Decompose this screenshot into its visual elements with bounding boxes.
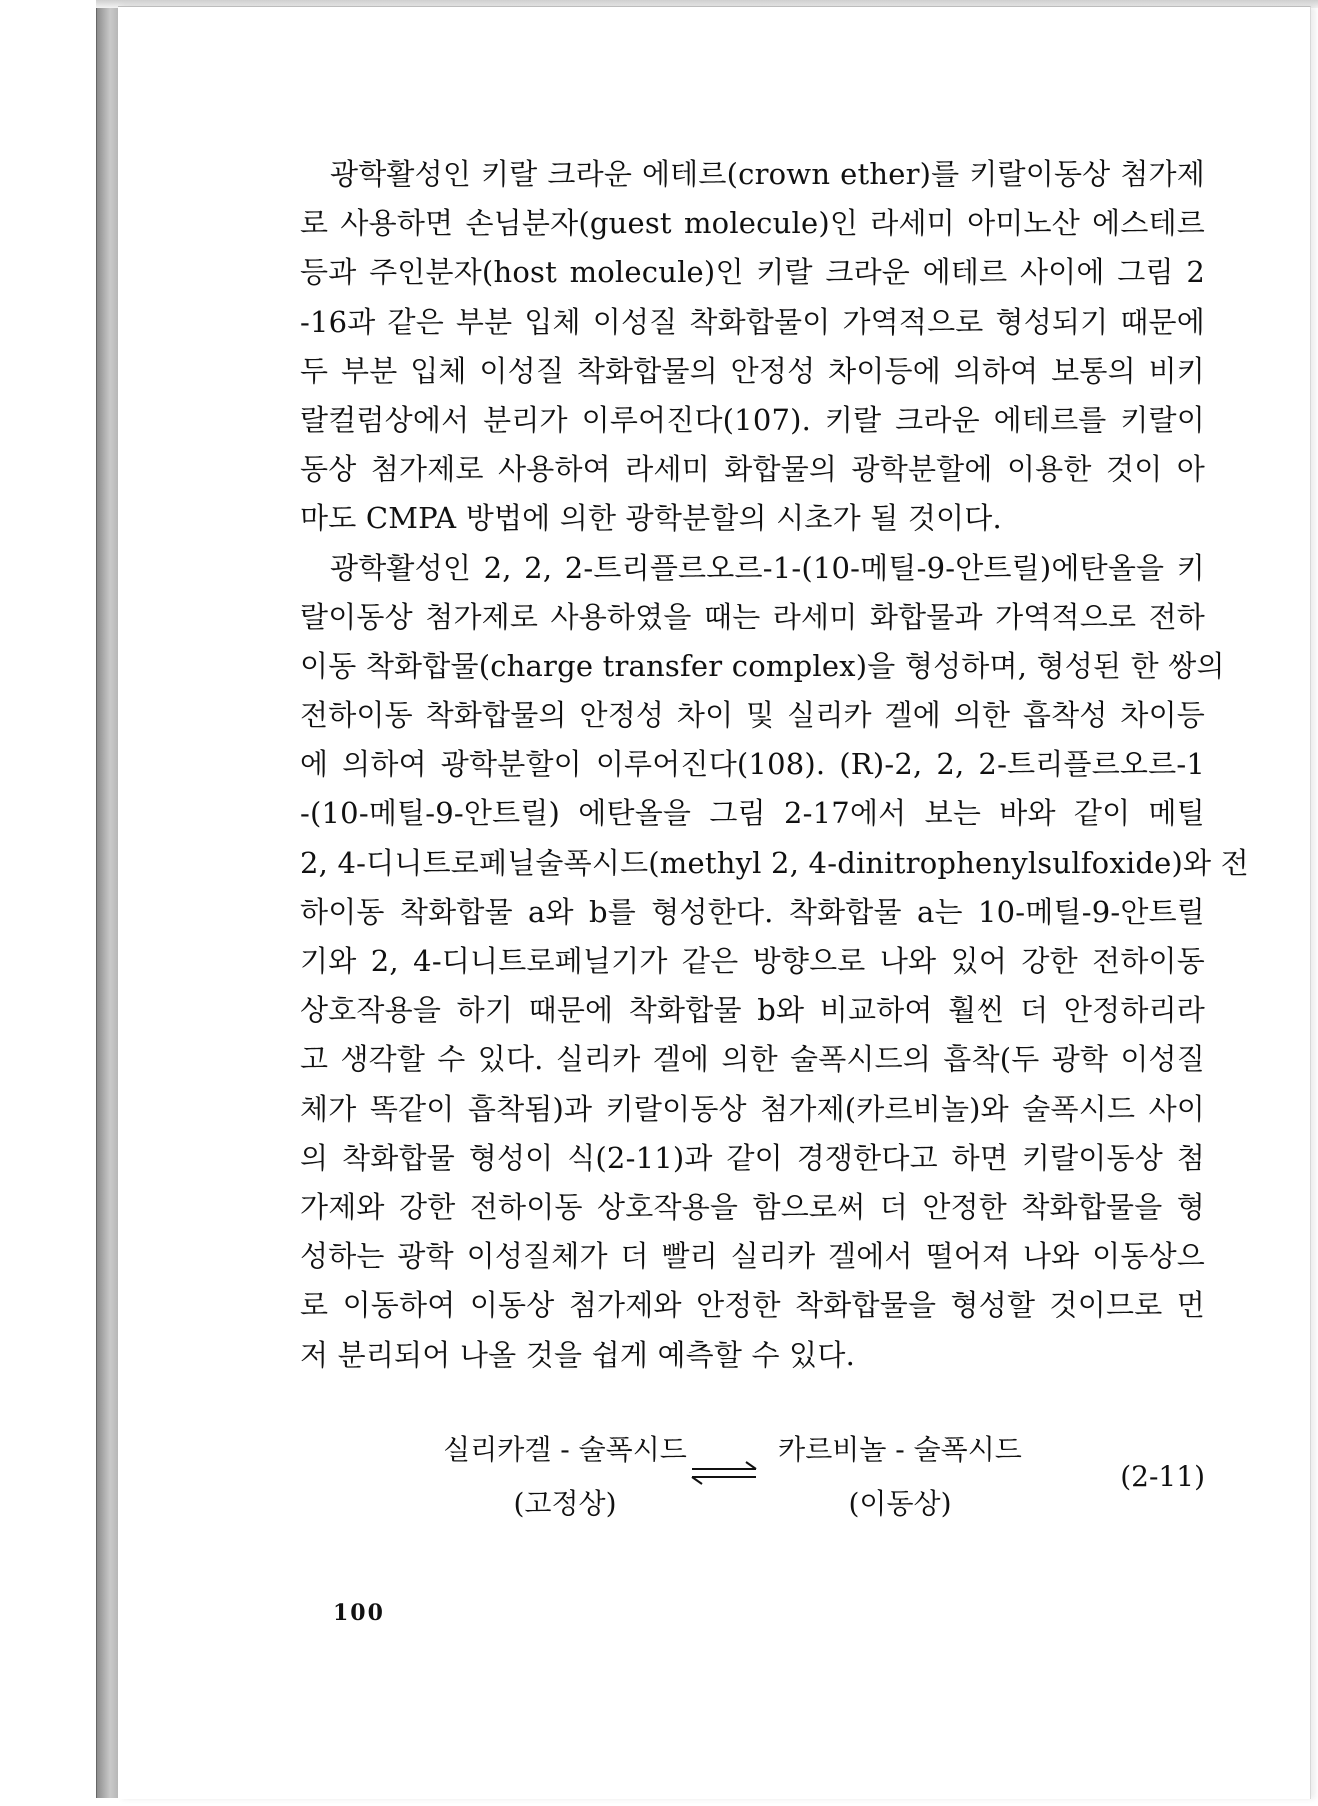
equation-left-bottom: (고정상) bbox=[513, 1487, 617, 1520]
equation-right-top: 카르비놀 - 술폭시드 bbox=[778, 1433, 1022, 1466]
body-text bbox=[300, 150, 1249, 1380]
equilibrium-arrow-icon bbox=[688, 1458, 760, 1488]
text-line: 로 사용하면 손님분자(guest molecule)인 라세미 아미노산 에스테르 bbox=[300, 206, 1205, 241]
text-line: 두 부분 입체 이성질 착화합물의 안정성 차이등에 의하여 보통의 비키 bbox=[300, 353, 1205, 388]
equation-2-11 bbox=[300, 1420, 1205, 1530]
text-line: 의 착화합물 형성이 식(2-11)과 같이 경쟁한다고 하면 키랄이동상 첨 bbox=[300, 1140, 1205, 1175]
paragraph-1 bbox=[300, 150, 1205, 544]
text-line: 체가 똑같이 흡착됨)과 키랄이동상 첨가제(카르비놀)와 술폭시드 사이 bbox=[300, 1091, 1205, 1126]
equation-right-bottom: (이동상) bbox=[848, 1487, 952, 1520]
text-line: -16과 같은 부분 입체 이성질 착화합물이 가역적으로 형성되기 때문에 bbox=[300, 304, 1205, 339]
text-line: 기와 2, 4-디니트로페닐기가 같은 방향으로 나와 있어 강한 전하이동 bbox=[300, 944, 1205, 978]
equation-right-side bbox=[770, 1428, 1030, 1522]
text-line: 광학활성인 키랄 크라운 에테르(crown ether)를 키랄이동상 첨가제 bbox=[330, 157, 1205, 191]
text-line: 광학활성인 2, 2, 2-트리플르오르-1-(10-메틸-9-안트릴)에탄올을 키 bbox=[330, 550, 1205, 585]
text-line: 에 의하여 광학분할이 이루어진다(108). (R)-2, 2, 2-트리플르오르-1 bbox=[300, 747, 1205, 782]
page-spine-edge bbox=[96, 8, 119, 1798]
text-line: 마도 CMPA 방법에 의한 광학분할의 시초가 될 것이다. bbox=[300, 501, 1002, 536]
text-line: 2, 4-디니트로페닐술폭시드(methyl 2, 4-dinitrophenylsulfoxide)와 전 bbox=[300, 845, 1249, 880]
text-line: 고 생각할 수 있다. 실리카 겔에 의한 술폭시드의 흡착(두 광학 이성질 bbox=[300, 1042, 1205, 1077]
text-line: -(10-메틸-9-안트릴) 에탄올을 그림 2-17에서 보는 바와 같이 메틸 bbox=[300, 796, 1205, 831]
equation-left-top: 실리카겔 - 술폭시드 bbox=[443, 1433, 687, 1466]
equation-left-side bbox=[440, 1428, 690, 1522]
text-line: 동상 첨가제로 사용하여 라세미 화합물의 광학분할에 이용한 것이 아 bbox=[300, 452, 1205, 487]
text-line: 이동 착화합물(charge transfer complex)을 형성하며, 형성된 한 쌍의 bbox=[300, 648, 1225, 683]
text-line: 성하는 광학 이성질체가 더 빨리 실리카 겔에서 떨어져 나와 이동상으 bbox=[300, 1239, 1205, 1274]
text-line: 랄컬럼상에서 분리가 이루어진다(107). 키랄 크라운 에테르를 키랄이 bbox=[300, 402, 1205, 437]
text-line: 등과 주인분자(host molecule)인 키랄 크라운 에테르 사이에 그림 2 bbox=[300, 255, 1205, 290]
text-line: 상호작용을 하기 때문에 착화합물 b와 비교하여 훨씬 더 안정하리라 bbox=[300, 993, 1205, 1028]
text-line: 랄이동상 첨가제로 사용하였을 때는 라세미 화합물과 가역적으로 전하 bbox=[300, 599, 1205, 634]
text-line: 전하이동 착화합물의 안정성 차이 및 실리카 겔에 의한 흡착성 차이등 bbox=[300, 698, 1205, 733]
paragraph-2 bbox=[300, 544, 1249, 1380]
text-line: 저 분리되어 나올 것을 쉽게 예측할 수 있다. bbox=[300, 1337, 855, 1372]
equation-number: (2-11) bbox=[1120, 1460, 1205, 1493]
text-line: 로 이동하여 이동상 첨가제와 안정한 착화합물을 형성할 것이므로 먼 bbox=[300, 1288, 1205, 1323]
text-line: 가제와 강한 전하이동 상호작용을 함으로써 더 안정한 착화합물을 형 bbox=[300, 1189, 1205, 1224]
page-number: 100 bbox=[333, 1600, 385, 1626]
text-line: 하이동 착화합물 a와 b를 형성한다. 착화합물 a는 10-메틸-9-안트릴 bbox=[300, 894, 1205, 929]
